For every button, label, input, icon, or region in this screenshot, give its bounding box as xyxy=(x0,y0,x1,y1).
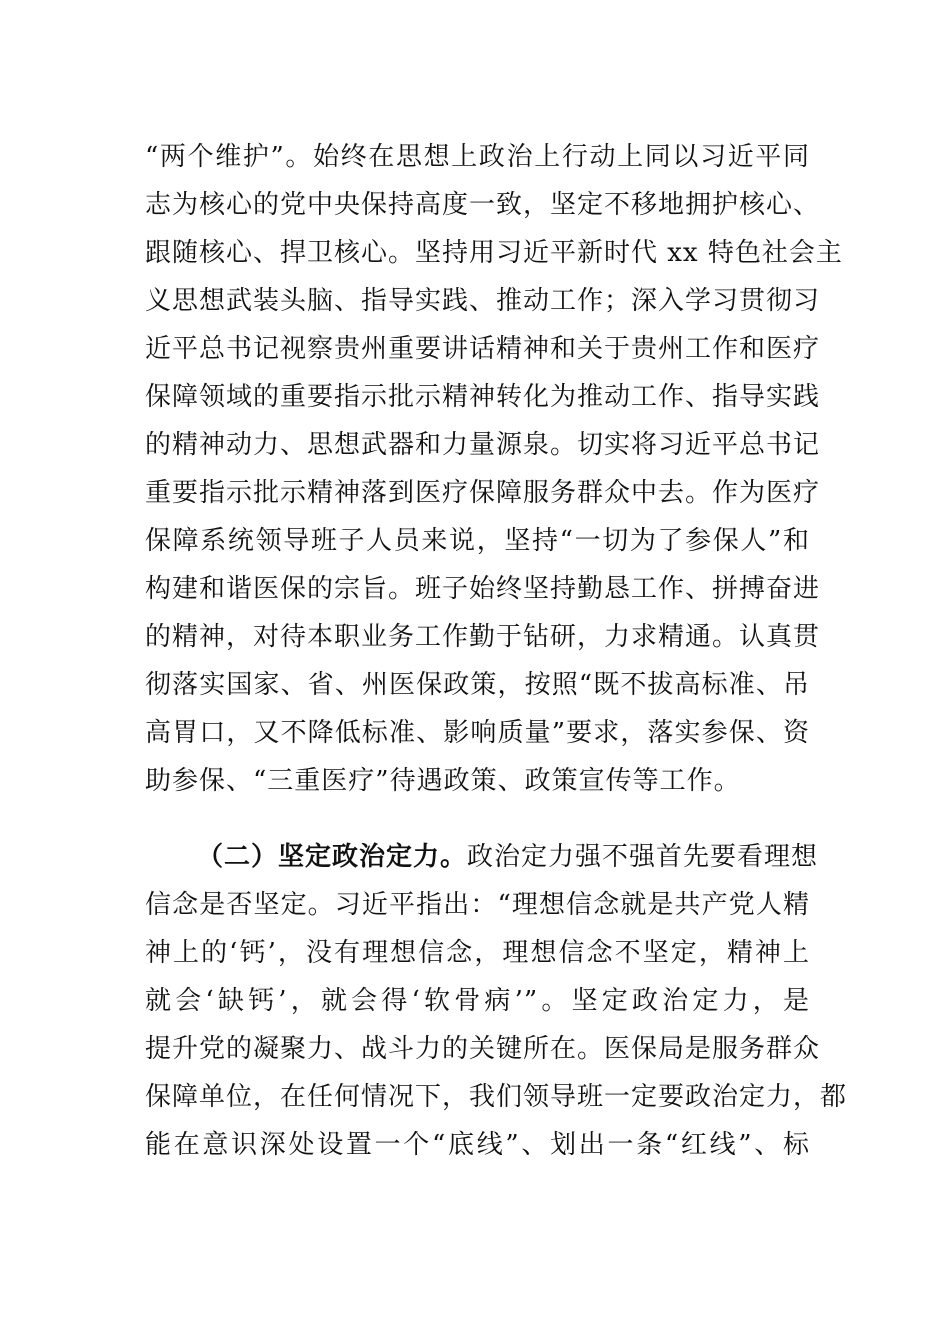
paragraph-line: 助参保、“三重医疗”待遇政策、政策宣传等工作。 xyxy=(145,766,741,796)
section-heading: （二）坚定政治定力。 xyxy=(197,842,468,872)
paragraph-first-line xyxy=(145,833,819,881)
paragraph-1 xyxy=(145,133,843,805)
heading-continuation: 政治定力强不强首先要看理想 xyxy=(467,842,819,872)
paragraph-line: 志为核心的党中央保持高度一致，坚定不移地拥护核心、 xyxy=(145,190,821,220)
paragraph-line: 保障领域的重要指示批示精神转化为推动工作、指导实践 xyxy=(145,382,821,412)
paragraph-line: 能在意识深处设置一个“底线”、划出一条“红线”、标 xyxy=(145,1130,810,1160)
paragraph-line: 构建和谐医保的宗旨。班子始终坚持勤恳工作、拼搏奋进 xyxy=(145,574,821,604)
paragraph-line: 就会‘缺钙’，就会得‘软骨病’”。坚定政治定力，是 xyxy=(145,986,810,1016)
paragraph-line: 提升党的凝聚力、战斗力的关键所在。医保局是服务群众 xyxy=(145,1034,821,1064)
paragraph-line: 保障系统领导班子人员来说，坚持“一切为了参保人”和 xyxy=(145,526,810,556)
paragraph-line: 跟随核心、捍卫核心。坚持用习近平新时代 xx 特色社会主 xyxy=(145,238,843,268)
paragraph-line: 重要指示批示精神落到医疗保障服务群众中去。作为医疗 xyxy=(145,478,821,508)
paragraph-2 xyxy=(145,833,848,1169)
paragraph-line: 保障单位，在任何情况下，我们领导班一定要政治定力，都 xyxy=(145,1082,848,1112)
paragraph-line: 高胃口，又不降低标准、影响质量”要求，落实参保、资 xyxy=(145,718,810,748)
paragraph-line: 的精神，对待本职业务工作勤于钻研，力求精通。认真贯 xyxy=(145,622,821,652)
paragraph-line: 神上的‘钙’，没有理想信念，理想信念不坚定，精神上 xyxy=(145,938,810,968)
paragraph-line: 信念是否坚定。习近平指出：“理想信念就是共产党人精 xyxy=(145,890,810,920)
paragraph-line: 义思想武装头脑、指导实践、推动工作；深入学习贯彻习 xyxy=(145,286,821,316)
paragraph-line: “两个维护”。始终在思想上政治上行动上同以习近平同 xyxy=(145,142,810,172)
paragraph-line: 近平总书记视察贵州重要讲话精神和关于贵州工作和医疗 xyxy=(145,334,821,364)
paragraph-line: 的精神动力、思想武器和力量源泉。切实将习近平总书记 xyxy=(145,430,821,460)
paragraph-line: 彻落实国家、省、州医保政策，按照“既不拔高标准、吊 xyxy=(145,670,810,700)
